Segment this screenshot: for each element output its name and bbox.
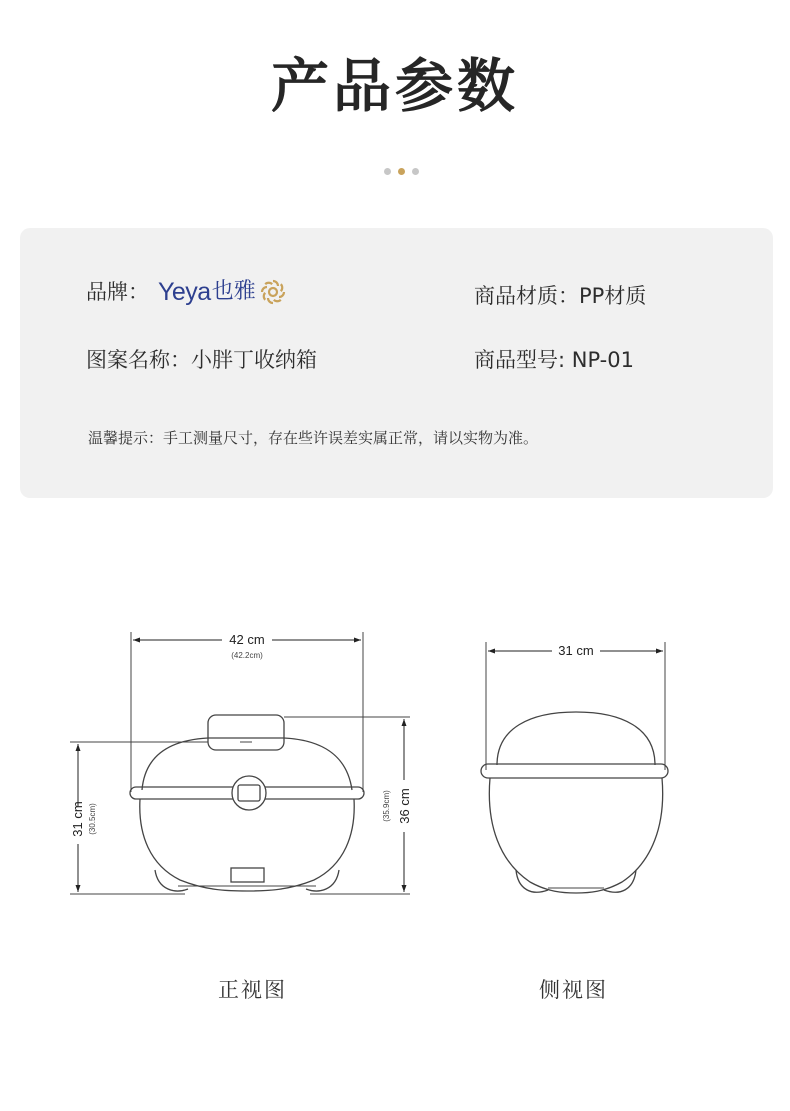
front-total-height-precise: (35.9cm)	[382, 790, 391, 822]
front-height-label: 31 cm	[70, 801, 85, 837]
brand-logo-latin: Yeya	[158, 278, 211, 306]
pagination-dot-active[interactable]	[398, 168, 405, 175]
front-width-precise: (42.2cm)	[231, 651, 263, 660]
side-view-caption: 侧视图	[539, 978, 608, 1002]
pattern-name-text: 图案名称：小胖丁收纳箱	[86, 348, 317, 372]
flower-logo-icon	[259, 278, 287, 306]
side-width-label: 31 cm	[558, 643, 594, 658]
measurement-tip: 温馨提示：手工测量尺寸，存在些许误差实属正常，请以实物为准。	[88, 429, 539, 447]
front-view-drawing	[70, 632, 410, 894]
brand-logo	[158, 274, 287, 310]
front-view-caption: 正视图	[218, 978, 287, 1002]
side-view-drawing	[481, 642, 668, 893]
brand-logo-cjk: 也雅	[211, 279, 256, 304]
material-text: 商品材质：PP材质	[474, 284, 647, 308]
pagination-dot[interactable]	[412, 168, 419, 175]
front-height-precise: (30.5cm)	[88, 803, 97, 835]
front-width-label: 42 cm	[229, 632, 265, 647]
front-total-height-label: 36 cm	[397, 788, 412, 824]
model-text: 商品型号: NP-01	[474, 348, 634, 372]
pagination-dot[interactable]	[384, 168, 391, 175]
page-title: 产品参数	[270, 52, 519, 120]
brand-label: 品牌：	[86, 280, 149, 304]
dimension-diagram	[0, 600, 790, 920]
pagination-dots	[384, 168, 419, 175]
